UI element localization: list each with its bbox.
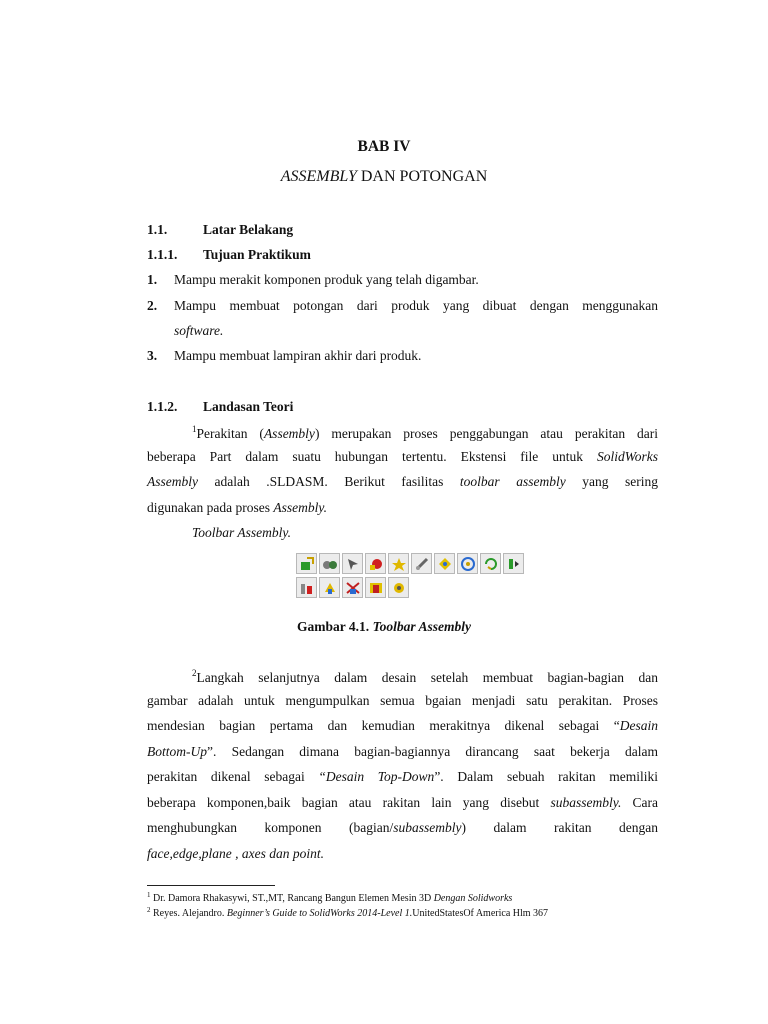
para2-line2: gambar adalah untuk mengumpulkan semua bgaian menjadi satu perakitan. Proses <box>147 693 658 708</box>
chapter-title-italic: ASSEMBLY <box>280 168 357 185</box>
new-part-icon <box>319 577 340 598</box>
interference-icon <box>457 553 478 574</box>
assembly-feature-icon <box>296 577 317 598</box>
show-hidden-icon <box>388 577 409 598</box>
smart-fasteners-icon <box>388 553 409 574</box>
footnote-divider <box>147 885 275 886</box>
goal-1-text: Mampu merakit komponen produk yang telah digambar. <box>174 272 479 287</box>
section-12-title: Landasan Teori <box>203 399 294 414</box>
more-icon <box>503 553 524 574</box>
footnote-2: $^2$ Reyes. Alejandro. Beginner’s Guide to SolidWorks 2014-Level 1.UnitedStatesOf America Hlm 367 <box>147 906 549 919</box>
section-1-number: 1.1. <box>147 222 168 237</box>
section-1-title: Latar Belakang <box>203 222 294 237</box>
hole-series-icon <box>480 553 501 574</box>
para2-line5: perakitan dikenal sebagai “Desain Top-Down”. Dalam sebuah rakitan memiliki <box>147 769 658 784</box>
chapter-title-rest: DAN POTONGAN <box>356 168 488 185</box>
para2-line3: mendesian bagian pertama dan kemudian merakitnya dikenal sebagai “Desain <box>147 718 658 733</box>
goal-2-text: Mampu membuat potongan dari produk yang dibuat dengan menggunakan <box>174 298 658 313</box>
explode-icon <box>411 553 432 574</box>
chapter-label: BAB IV <box>357 138 411 155</box>
section-11-title: Tujuan Praktikum <box>203 247 311 262</box>
component-pattern-icon <box>365 577 386 598</box>
para1-line2: beberapa Part dalam suatu hubungan tertentu. Ekstensi file untuk SolidWorks <box>147 449 658 464</box>
footnote-ref-2: 2 <box>192 668 197 678</box>
goal-3-text: Mampu membuat lampiran akhir dari produk. <box>174 348 422 363</box>
section-11-number: 1.1.1. <box>147 247 178 262</box>
chapter-title <box>0 168 768 186</box>
para1-line3: Assembly adalah .SLDASM. Berikut fasilitas toolbar assembly yang sering <box>147 474 659 489</box>
toolbar-row-2 <box>296 577 558 598</box>
new-assembly-icon <box>342 577 363 598</box>
move-component-icon <box>342 553 363 574</box>
section-12-number: 1.1.2. <box>147 399 178 414</box>
goal-2-continuation: software. <box>174 323 224 338</box>
para2-line8: face,edge,plane , axes dan point. <box>147 846 324 861</box>
goal-3-number: 3. <box>147 348 158 363</box>
mate-icon <box>319 553 340 574</box>
figure-caption: Gambar 4.1. Toolbar Assembly <box>297 619 471 634</box>
para1-line4: digunakan pada proses Assembly. <box>147 500 327 515</box>
goal-1-number: 1. <box>147 272 158 287</box>
rotate-component-icon <box>365 553 386 574</box>
insert-component-icon <box>296 553 317 574</box>
toolbar-row-1 <box>296 553 558 574</box>
para2-line7: menghubungkan komponen (bagian/subassembly) dalam rakitan dengan <box>147 820 658 835</box>
para2-line1: $^2$Langkah selanjutnya dalam desain setelah membuat bagian-bagian dan <box>192 668 658 685</box>
para2-line4: Bottom-Up”. Sedangan dimana bagian-bagiannya dirancang saat bekerja dalam <box>147 744 658 759</box>
toolbar-assembly-image <box>296 553 558 605</box>
footnote-1: $^1$ Dr. Damora Rhakasywi, ST.,MT, Rancang Bangun Elemen Mesin 3D Dengan Solidworks <box>147 891 513 904</box>
explode-line-icon <box>434 553 455 574</box>
toolbar-caption: Toolbar Assembly. <box>192 525 292 540</box>
goal-2-number: 2. <box>147 298 158 313</box>
para2-line6: beberapa komponen,baik bagian atau rakitan lain yang disebut subassembly. Cara <box>147 795 659 810</box>
footnote-ref-1: 1 <box>192 424 197 434</box>
para1-line1: $^1$Perakitan (Assembly) merupakan proses penggabungan atau perakitan dari <box>192 424 659 441</box>
